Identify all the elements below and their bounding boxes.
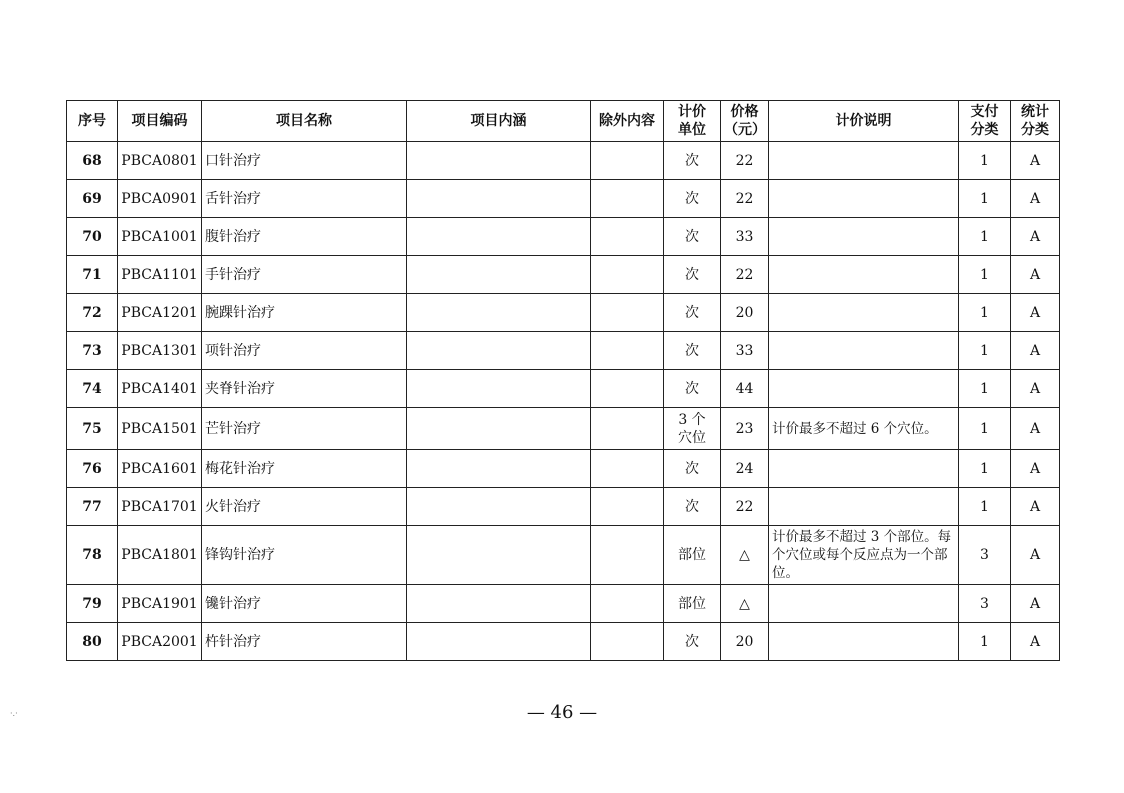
cell-name: 手针治疗 <box>202 256 407 294</box>
header-note: 计价说明 <box>769 101 959 142</box>
table-row <box>67 370 1060 408</box>
header-name: 项目名称 <box>202 101 407 142</box>
header-unit-line1: 计价 <box>678 104 706 120</box>
page-number: — 46 — <box>526 702 598 723</box>
cell-pay: 3 <box>959 585 1011 623</box>
cell-price: 22 <box>721 256 769 294</box>
cell-price: 33 <box>721 218 769 256</box>
cell-stat: A <box>1011 370 1060 408</box>
table-row <box>67 142 1060 180</box>
table-row <box>67 526 1060 585</box>
cell-name: 杵针治疗 <box>202 623 407 661</box>
cell-note <box>769 450 959 488</box>
cell-content <box>407 488 591 526</box>
table-row <box>67 585 1060 623</box>
cell-note <box>769 585 959 623</box>
cell-exclude <box>591 256 664 294</box>
cell-stat: A <box>1011 142 1060 180</box>
fee-table <box>66 100 1060 661</box>
cell-unit: 次 <box>664 623 721 661</box>
cell-price: 20 <box>721 294 769 332</box>
cell-stat: A <box>1011 256 1060 294</box>
cell-content <box>407 256 591 294</box>
cell-name: 镵针治疗 <box>202 585 407 623</box>
cell-price: 33 <box>721 332 769 370</box>
cell-pay: 1 <box>959 488 1011 526</box>
cell-no: 76 <box>67 450 118 488</box>
cell-price: △ <box>721 585 769 623</box>
cell-code: PBCA1201 <box>118 294 202 332</box>
cell-stat: A <box>1011 332 1060 370</box>
cell-unit: 次 <box>664 218 721 256</box>
cell-exclude <box>591 370 664 408</box>
table-row <box>67 294 1060 332</box>
header-stat <box>1011 101 1060 142</box>
cell-pay: 1 <box>959 294 1011 332</box>
header-price-line2: （元） <box>724 122 766 138</box>
cell-unit: 次 <box>664 256 721 294</box>
cell-price: 23 <box>721 408 769 450</box>
cell-pay: 1 <box>959 408 1011 450</box>
cell-price: 24 <box>721 450 769 488</box>
cell-note <box>769 623 959 661</box>
header-unit-line2: 单位 <box>678 122 706 138</box>
cell-code: PBCA0801 <box>118 142 202 180</box>
cell-exclude <box>591 218 664 256</box>
cell-content <box>407 408 591 450</box>
cell-no: 68 <box>67 142 118 180</box>
header-exclude: 除外内容 <box>591 101 664 142</box>
cell-price: 20 <box>721 623 769 661</box>
cell-name: 锋钩针治疗 <box>202 526 407 585</box>
cell-stat: A <box>1011 450 1060 488</box>
cell-no: 72 <box>67 294 118 332</box>
cell-name: 舌针治疗 <box>202 180 407 218</box>
cell-exclude <box>591 180 664 218</box>
table-row <box>67 256 1060 294</box>
header-no: 序号 <box>67 101 118 142</box>
cell-content <box>407 585 591 623</box>
table-header-row <box>67 101 1060 142</box>
cell-unit: 次 <box>664 332 721 370</box>
cell-name: 芒针治疗 <box>202 408 407 450</box>
cell-exclude <box>591 623 664 661</box>
cell-price: 22 <box>721 142 769 180</box>
cell-no: 70 <box>67 218 118 256</box>
cell-pay: 1 <box>959 623 1011 661</box>
cell-exclude <box>591 450 664 488</box>
cell-no: 79 <box>67 585 118 623</box>
cell-code: PBCA1401 <box>118 370 202 408</box>
cell-code: PBCA0901 <box>118 180 202 218</box>
cell-exclude <box>591 294 664 332</box>
cell-content <box>407 142 591 180</box>
cell-unit: 次 <box>664 142 721 180</box>
cell-note: 计价最多不超过 6 个穴位。 <box>769 408 959 450</box>
cell-pay: 1 <box>959 218 1011 256</box>
cell-name: 火针治疗 <box>202 488 407 526</box>
table-row <box>67 408 1060 450</box>
cell-exclude <box>591 142 664 180</box>
cell-content <box>407 370 591 408</box>
cell-name: 腹针治疗 <box>202 218 407 256</box>
header-pay-line1: 支付 <box>970 104 999 120</box>
cell-content <box>407 332 591 370</box>
cell-no: 74 <box>67 370 118 408</box>
header-content: 项目内涵 <box>407 101 591 142</box>
cell-price: △ <box>721 526 769 585</box>
cell-code: PBCA1101 <box>118 256 202 294</box>
cell-price: 22 <box>721 488 769 526</box>
cell-no: 73 <box>67 332 118 370</box>
cell-unit: 次 <box>664 450 721 488</box>
cell-content <box>407 294 591 332</box>
cell-pay: 1 <box>959 142 1011 180</box>
cell-no: 80 <box>67 623 118 661</box>
cell-exclude <box>591 408 664 450</box>
cell-code: PBCA1001 <box>118 218 202 256</box>
header-pay <box>959 101 1011 142</box>
cell-pay: 1 <box>959 332 1011 370</box>
cell-exclude <box>591 332 664 370</box>
cell-note <box>769 256 959 294</box>
cell-no: 71 <box>67 256 118 294</box>
table-row <box>67 488 1060 526</box>
cell-note <box>769 294 959 332</box>
cell-exclude <box>591 585 664 623</box>
header-pay-line2: 分类 <box>970 122 999 138</box>
header-code: 项目编码 <box>118 101 202 142</box>
cell-stat: A <box>1011 585 1060 623</box>
cell-stat: A <box>1011 488 1060 526</box>
table-row <box>67 180 1060 218</box>
cell-unit: 部位 <box>664 585 721 623</box>
cell-no: 78 <box>67 526 118 585</box>
cell-exclude <box>591 488 664 526</box>
cell-pay: 1 <box>959 450 1011 488</box>
cell-code: PBCA1701 <box>118 488 202 526</box>
cell-stat: A <box>1011 623 1060 661</box>
header-unit <box>664 101 721 142</box>
cell-unit: 次 <box>664 488 721 526</box>
scan-marks: ·.· <box>10 709 18 718</box>
cell-pay: 3 <box>959 526 1011 585</box>
cell-name: 夹脊针治疗 <box>202 370 407 408</box>
cell-content <box>407 218 591 256</box>
cell-unit: 次 <box>664 294 721 332</box>
cell-stat: A <box>1011 294 1060 332</box>
cell-code: PBCA1601 <box>118 450 202 488</box>
cell-price: 44 <box>721 370 769 408</box>
cell-stat: A <box>1011 526 1060 585</box>
cell-price: 22 <box>721 180 769 218</box>
cell-pay: 1 <box>959 370 1011 408</box>
cell-no: 69 <box>67 180 118 218</box>
header-price-line1: 价格 <box>730 104 759 120</box>
cell-unit: 次 <box>664 370 721 408</box>
cell-exclude <box>591 526 664 585</box>
table-row <box>67 450 1060 488</box>
cell-unit: 次 <box>664 180 721 218</box>
cell-unit: 3 个穴位 <box>664 408 721 450</box>
header-stat-line2: 分类 <box>1021 122 1049 138</box>
cell-code: PBCA1501 <box>118 408 202 450</box>
cell-content <box>407 526 591 585</box>
cell-note <box>769 332 959 370</box>
cell-code: PBCA1901 <box>118 585 202 623</box>
cell-stat: A <box>1011 408 1060 450</box>
cell-name: 口针治疗 <box>202 142 407 180</box>
cell-content <box>407 180 591 218</box>
cell-note <box>769 488 959 526</box>
cell-no: 75 <box>67 408 118 450</box>
cell-name: 项针治疗 <box>202 332 407 370</box>
cell-code: PBCA2001 <box>118 623 202 661</box>
cell-pay: 1 <box>959 256 1011 294</box>
cell-name: 梅花针治疗 <box>202 450 407 488</box>
cell-content <box>407 450 591 488</box>
cell-code: PBCA1801 <box>118 526 202 585</box>
table-row <box>67 623 1060 661</box>
cell-name: 腕踝针治疗 <box>202 294 407 332</box>
cell-note <box>769 218 959 256</box>
cell-pay: 1 <box>959 180 1011 218</box>
header-price <box>721 101 769 142</box>
cell-note <box>769 142 959 180</box>
cell-no: 77 <box>67 488 118 526</box>
cell-unit: 部位 <box>664 526 721 585</box>
table-row <box>67 218 1060 256</box>
table-row <box>67 332 1060 370</box>
cell-code: PBCA1301 <box>118 332 202 370</box>
cell-note <box>769 180 959 218</box>
cell-stat: A <box>1011 180 1060 218</box>
header-stat-line1: 统计 <box>1021 104 1049 120</box>
cell-note: 计价最多不超过 3 个部位。每个穴位或每个反应点为一个部位。 <box>769 526 959 585</box>
cell-content <box>407 623 591 661</box>
cell-note <box>769 370 959 408</box>
cell-stat: A <box>1011 218 1060 256</box>
